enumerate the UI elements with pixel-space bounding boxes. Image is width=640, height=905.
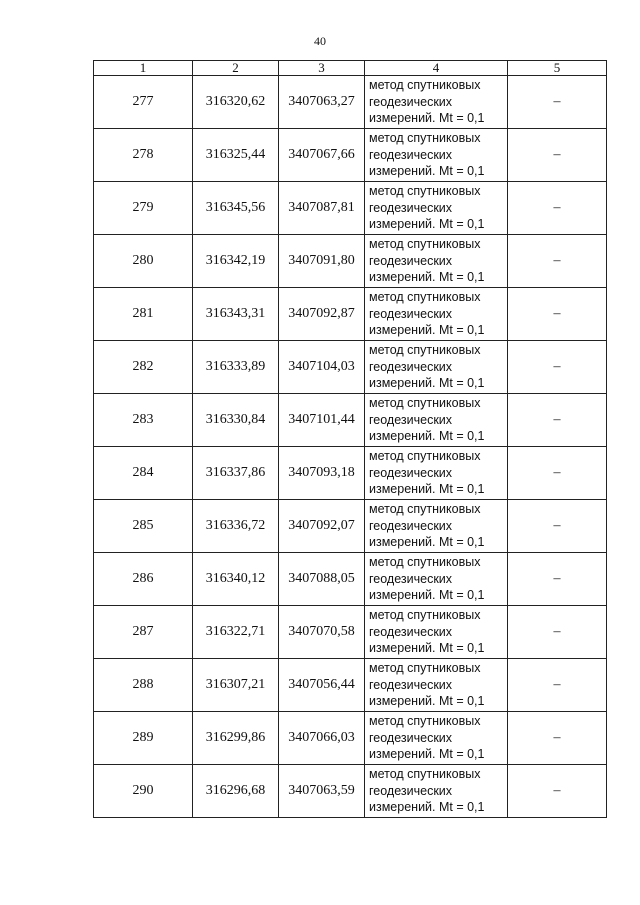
x-coordinate-cell: 316307,21 bbox=[193, 659, 279, 712]
coordinates-table bbox=[93, 60, 607, 818]
method-line: измерений. Mt = 0,1 bbox=[369, 641, 485, 656]
note-cell: – bbox=[508, 447, 607, 500]
method-line: измерений. Mt = 0,1 bbox=[369, 747, 485, 762]
x-coordinate-cell: 316343,31 bbox=[193, 288, 279, 341]
table-row bbox=[94, 553, 607, 606]
point-number-cell: 277 bbox=[94, 76, 193, 129]
note-cell: – bbox=[508, 765, 607, 818]
method-cell bbox=[365, 606, 508, 659]
method-cell bbox=[365, 765, 508, 818]
column-header-4: 4 bbox=[365, 61, 508, 76]
y-coordinate-cell: 3407092,07 bbox=[279, 500, 365, 553]
table-body bbox=[94, 76, 607, 818]
note-cell: – bbox=[508, 341, 607, 394]
table-row bbox=[94, 76, 607, 129]
column-header-2: 2 bbox=[193, 61, 279, 76]
column-header-3: 3 bbox=[279, 61, 365, 76]
table-row bbox=[94, 659, 607, 712]
method-line: метод спутниковых bbox=[369, 449, 481, 464]
y-coordinate-cell: 3407093,18 bbox=[279, 447, 365, 500]
column-header-1: 1 bbox=[94, 61, 193, 76]
table-row bbox=[94, 182, 607, 235]
table-row bbox=[94, 712, 607, 765]
method-line: измерений. Mt = 0,1 bbox=[369, 217, 485, 232]
method-cell bbox=[365, 182, 508, 235]
method-line: геодезических bbox=[369, 147, 453, 162]
point-number-cell: 288 bbox=[94, 659, 193, 712]
table-row bbox=[94, 447, 607, 500]
method-line: геодезических bbox=[369, 359, 453, 374]
method-cell bbox=[365, 341, 508, 394]
y-coordinate-cell: 3407104,03 bbox=[279, 341, 365, 394]
point-number-cell: 286 bbox=[94, 553, 193, 606]
x-coordinate-cell: 316340,12 bbox=[193, 553, 279, 606]
table-row bbox=[94, 341, 607, 394]
x-coordinate-cell: 316320,62 bbox=[193, 76, 279, 129]
y-coordinate-cell: 3407063,27 bbox=[279, 76, 365, 129]
method-line: измерений. Mt = 0,1 bbox=[369, 111, 485, 126]
method-cell bbox=[365, 500, 508, 553]
x-coordinate-cell: 316325,44 bbox=[193, 129, 279, 182]
note-cell: – bbox=[508, 712, 607, 765]
table-row bbox=[94, 500, 607, 553]
y-coordinate-cell: 3407063,59 bbox=[279, 765, 365, 818]
method-line: геодезических bbox=[369, 306, 453, 321]
table-row bbox=[94, 394, 607, 447]
column-header-5: 5 bbox=[508, 61, 607, 76]
table-row bbox=[94, 235, 607, 288]
method-cell bbox=[365, 235, 508, 288]
y-coordinate-cell: 3407091,80 bbox=[279, 235, 365, 288]
table-row bbox=[94, 288, 607, 341]
method-line: метод спутниковых bbox=[369, 502, 481, 517]
method-line: метод спутниковых bbox=[369, 131, 481, 146]
method-line: геодезических bbox=[369, 571, 453, 586]
method-line: метод спутниковых bbox=[369, 343, 481, 358]
x-coordinate-cell: 316322,71 bbox=[193, 606, 279, 659]
method-line: метод спутниковых bbox=[369, 555, 481, 570]
note-cell: – bbox=[508, 500, 607, 553]
x-coordinate-cell: 316299,86 bbox=[193, 712, 279, 765]
y-coordinate-cell: 3407056,44 bbox=[279, 659, 365, 712]
note-cell: – bbox=[508, 288, 607, 341]
point-number-cell: 283 bbox=[94, 394, 193, 447]
method-line: геодезических bbox=[369, 730, 453, 745]
y-coordinate-cell: 3407087,81 bbox=[279, 182, 365, 235]
method-line: измерений. Mt = 0,1 bbox=[369, 800, 485, 815]
method-line: метод спутниковых bbox=[369, 184, 481, 199]
method-line: геодезических bbox=[369, 412, 453, 427]
page-number: 40 bbox=[314, 34, 326, 48]
method-line: измерений. Mt = 0,1 bbox=[369, 429, 485, 444]
method-line: измерений. Mt = 0,1 bbox=[369, 694, 485, 709]
method-line: метод спутниковых bbox=[369, 290, 481, 305]
method-line: измерений. Mt = 0,1 bbox=[369, 270, 485, 285]
note-cell: – bbox=[508, 76, 607, 129]
note-cell: – bbox=[508, 129, 607, 182]
method-cell bbox=[365, 288, 508, 341]
note-cell: – bbox=[508, 235, 607, 288]
table-row bbox=[94, 129, 607, 182]
method-cell bbox=[365, 447, 508, 500]
method-cell bbox=[365, 129, 508, 182]
note-cell: – bbox=[508, 394, 607, 447]
method-cell bbox=[365, 76, 508, 129]
x-coordinate-cell: 316337,86 bbox=[193, 447, 279, 500]
method-line: метод спутниковых bbox=[369, 237, 481, 252]
method-line: геодезических bbox=[369, 200, 453, 215]
method-line: геодезических bbox=[369, 783, 453, 798]
table-row bbox=[94, 765, 607, 818]
method-line: геодезических bbox=[369, 94, 453, 109]
method-line: измерений. Mt = 0,1 bbox=[369, 482, 485, 497]
y-coordinate-cell: 3407067,66 bbox=[279, 129, 365, 182]
method-cell bbox=[365, 394, 508, 447]
method-line: геодезических bbox=[369, 677, 453, 692]
method-cell bbox=[365, 659, 508, 712]
method-line: метод спутниковых bbox=[369, 661, 481, 676]
x-coordinate-cell: 316333,89 bbox=[193, 341, 279, 394]
method-line: метод спутниковых bbox=[369, 608, 481, 623]
y-coordinate-cell: 3407101,44 bbox=[279, 394, 365, 447]
x-coordinate-cell: 316296,68 bbox=[193, 765, 279, 818]
y-coordinate-cell: 3407066,03 bbox=[279, 712, 365, 765]
method-line: геодезических bbox=[369, 465, 453, 480]
note-cell: – bbox=[508, 182, 607, 235]
y-coordinate-cell: 3407088,05 bbox=[279, 553, 365, 606]
point-number-cell: 284 bbox=[94, 447, 193, 500]
method-line: измерений. Mt = 0,1 bbox=[369, 164, 485, 179]
x-coordinate-cell: 316330,84 bbox=[193, 394, 279, 447]
note-cell: – bbox=[508, 606, 607, 659]
table-header-row bbox=[94, 61, 607, 76]
method-line: геодезических bbox=[369, 253, 453, 268]
point-number-cell: 279 bbox=[94, 182, 193, 235]
y-coordinate-cell: 3407092,87 bbox=[279, 288, 365, 341]
point-number-cell: 285 bbox=[94, 500, 193, 553]
method-cell bbox=[365, 712, 508, 765]
method-line: метод спутниковых bbox=[369, 767, 481, 782]
method-line: метод спутниковых bbox=[369, 78, 481, 93]
method-line: измерений. Mt = 0,1 bbox=[369, 323, 485, 338]
note-cell: – bbox=[508, 659, 607, 712]
x-coordinate-cell: 316342,19 bbox=[193, 235, 279, 288]
method-line: измерений. Mt = 0,1 bbox=[369, 588, 485, 603]
point-number-cell: 287 bbox=[94, 606, 193, 659]
note-cell: – bbox=[508, 553, 607, 606]
x-coordinate-cell: 316336,72 bbox=[193, 500, 279, 553]
point-number-cell: 281 bbox=[94, 288, 193, 341]
method-line: измерений. Mt = 0,1 bbox=[369, 376, 485, 391]
y-coordinate-cell: 3407070,58 bbox=[279, 606, 365, 659]
point-number-cell: 280 bbox=[94, 235, 193, 288]
point-number-cell: 289 bbox=[94, 712, 193, 765]
method-line: метод спутниковых bbox=[369, 714, 481, 729]
x-coordinate-cell: 316345,56 bbox=[193, 182, 279, 235]
method-line: метод спутниковых bbox=[369, 396, 481, 411]
method-cell bbox=[365, 553, 508, 606]
method-line: геодезических bbox=[369, 518, 453, 533]
table-row bbox=[94, 606, 607, 659]
method-line: измерений. Mt = 0,1 bbox=[369, 535, 485, 550]
method-line: геодезических bbox=[369, 624, 453, 639]
point-number-cell: 278 bbox=[94, 129, 193, 182]
point-number-cell: 290 bbox=[94, 765, 193, 818]
point-number-cell: 282 bbox=[94, 341, 193, 394]
